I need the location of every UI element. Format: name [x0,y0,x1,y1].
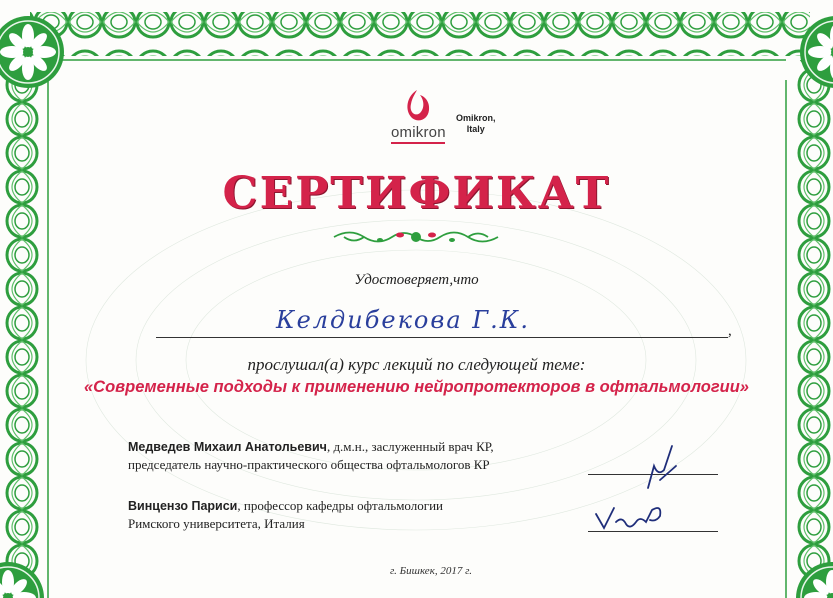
signatory-2-name: Винцензо Париси [128,499,238,513]
logo-brand: omikron [391,124,446,141]
flourish-ornament [330,226,502,248]
logo-underline [391,142,445,144]
signature-1 [620,436,690,492]
signatory-2-title: , профессор кафедры офтальмологии [237,498,443,513]
signatory-2 [128,497,443,532]
signatory-1 [128,438,494,473]
city-and-year: г. Бишкек, 2017 г. [390,565,472,577]
course-topic: «Современные подходы к применению нейропротекторов в офтальмологии» [84,378,749,396]
signatory-1-title: , д.м.н., заслуженный врач КР, [326,439,494,454]
signatory-1-name: Медведев Михаил Анатольевич [128,440,327,454]
certificate-title: СЕРТИФИКАТ [222,168,611,219]
recipient-underline [156,337,728,338]
signatory-1-position: председатель научно-практического общества офтальмологов КР [128,457,490,472]
certifies-text: Удостоверяет,что [354,272,479,288]
signatory-2-position: Римского университета, Италия [128,516,305,531]
omikron-logo-icon [400,86,434,126]
recipient-comma: , [728,323,732,339]
logo-side-text: Omikron, Italy [456,113,496,134]
attended-text: прослушал(а) курс лекций по следующей теме: [247,355,586,374]
signature-2 [592,500,672,536]
recipient-name: Келдибекова Г.К. [276,306,530,334]
